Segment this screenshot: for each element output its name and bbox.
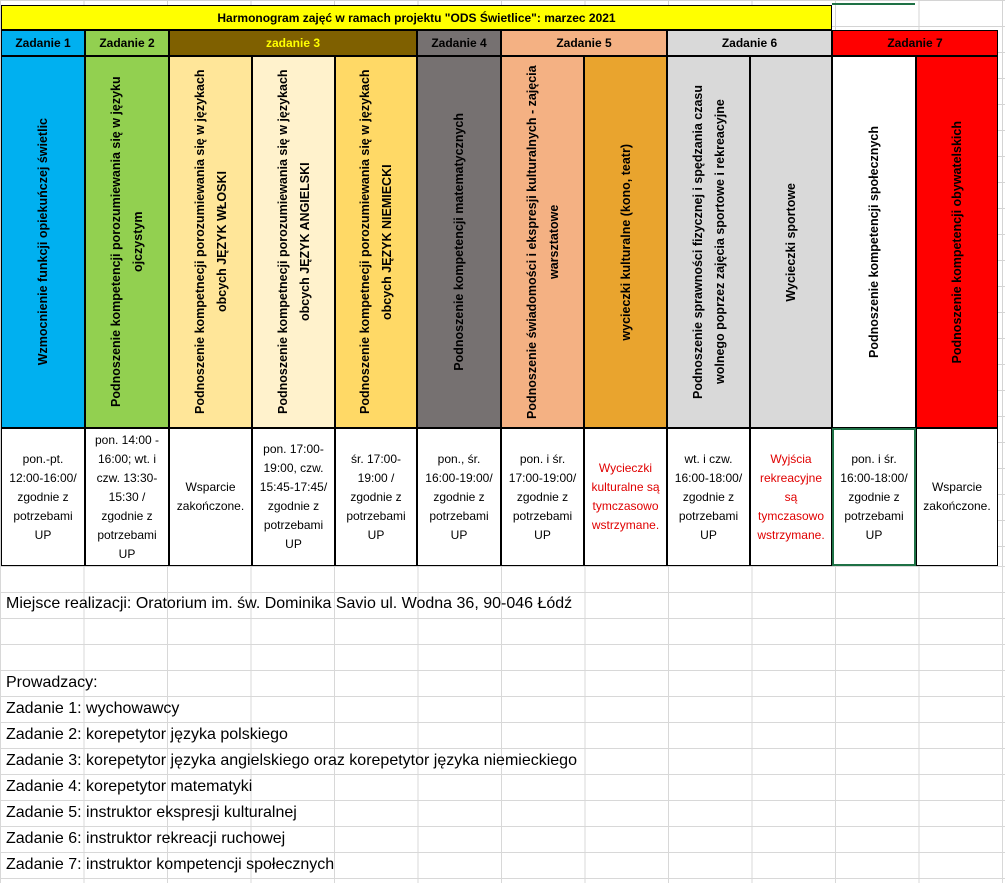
description-text: Podnoszenie sprawności fizycznej i spędzania czasu wolnego poprzez zajęcia sportowe i rekreacyjne — [690, 85, 727, 399]
leader-line: Zadanie 6: instruktor rekreacji ruchowej — [6, 830, 286, 847]
schedule-cell-6[interactable] — [417, 428, 501, 566]
description-cell-4[interactable] — [252, 56, 335, 428]
description-text: Wycieczki sportowe — [784, 182, 798, 302]
leader-line: Zadanie 2: korepetytor języka polskiego — [6, 726, 288, 743]
description-cell-9[interactable] — [667, 56, 750, 428]
description-text: Podnoszenie kompetencji porozumiewania się w języku ojczystym — [109, 76, 145, 408]
description-cell-10[interactable] — [750, 56, 832, 428]
schedule-cell-1[interactable] — [1, 428, 85, 566]
description-cell-5[interactable] — [335, 56, 417, 428]
header-label: Zadanie 4 — [431, 36, 487, 50]
leaders-title: Prowadzacy: — [6, 674, 98, 691]
schedule-cell-7[interactable] — [501, 428, 584, 566]
schedule-text: pon. 17:00-19:00, czw. 15:45-17:45/ zgodnie z potrzebami UP — [259, 442, 328, 551]
description-cell-2[interactable] — [85, 56, 169, 428]
selected-cell-indicator — [832, 0, 915, 5]
header-task-4[interactable] — [417, 30, 501, 56]
header-label: Zadanie 7 — [887, 36, 943, 50]
schedule-text: wt. i czw. 16:00-18:00/ zgodnie z potrzebami UP — [674, 451, 743, 542]
description-cell-6[interactable] — [417, 56, 501, 428]
description-cell-11[interactable] — [832, 56, 916, 428]
schedule-cell-10[interactable] — [750, 428, 832, 566]
schedule-text: Wsparcie zakończone. — [923, 480, 991, 513]
schedule-title-text: Harmonogram zajęć w ramach projektu "ODS Świetlice": marzec 2021 — [217, 10, 616, 25]
header-task-7[interactable] — [832, 30, 998, 56]
leader-line: Zadanie 4: korepetytor matematyki — [6, 778, 253, 795]
schedule-text: pon. i śr. 17:00-19:00/ zgodnie z potrzebami UP — [508, 451, 577, 542]
leader-line: Zadanie 7: instruktor kompetencji społecznych — [6, 856, 335, 873]
leader-line: Zadanie 5: instruktor ekspresji kulturalnej — [6, 804, 297, 821]
schedule-cell-8[interactable] — [584, 428, 667, 566]
schedule-text: Wsparcie zakończone. — [176, 480, 245, 513]
header-task-3[interactable] — [169, 30, 417, 56]
schedule-text: Wyjścia rekreacyjne są tymczasowo wstrzymane. — [757, 451, 825, 542]
schedule-cell-11[interactable] — [832, 428, 916, 566]
description-cell-12[interactable] — [916, 56, 998, 428]
description-text: Podnoszenie kompetencji obywatelskich — [950, 120, 964, 364]
description-text: Podnoszenie kompetnecji porozumiewania się w językach obcych JĘZYK NIEMIECKI — [358, 69, 394, 415]
schedule-title[interactable] — [1, 5, 832, 30]
schedule-cell-4[interactable] — [252, 428, 335, 566]
header-label: Zadanie 2 — [99, 36, 155, 50]
schedule-text: śr. 17:00-19:00 / zgodnie z potrzebami UP — [346, 451, 406, 542]
leader-line: Zadanie 3: korepetytor języka angielskiego oraz korepetytor języka niemieckiego — [6, 752, 577, 769]
description-text: Podnoszenie kompetencji matematycznych — [452, 113, 466, 371]
description-text: Podnoszenie kompetencji społecznych — [867, 125, 881, 358]
leader-line: Zadanie 1: wychowawcy — [6, 700, 180, 717]
header-task-5[interactable] — [501, 30, 667, 56]
description-cell-3[interactable] — [169, 56, 252, 428]
schedule-text: pon. 14:00 - 16:00; wt. i czw. 13:30-15:30 / zgodnie z potrzebami UP — [94, 432, 160, 561]
schedule-text: pon., śr. 16:00-19:00/ zgodnie z potrzebami UP — [425, 451, 493, 542]
schedule-text: pon. i śr. 16:00-18:00/ zgodnie z potrzebami UP — [840, 451, 908, 542]
header-label: zadanie 3 — [265, 36, 321, 50]
header-label: Zadanie 5 — [556, 36, 612, 50]
header-label: Zadanie 6 — [721, 36, 778, 50]
description-text: wycieczki kulturalne (kono, teatr) — [618, 143, 633, 341]
header-label: Zadanie 1 — [15, 36, 71, 50]
description-text: Podnoszenie kompetnecji porozumiewania się w językach obcych JĘZYK WŁOSKI — [192, 69, 229, 415]
schedule-cell-2[interactable] — [85, 428, 169, 566]
description-text: Wzmocnienie funkcji opiekuńczej świetlic — [36, 118, 50, 366]
schedule-cell-9[interactable] — [667, 428, 750, 566]
schedule-cell-12[interactable] — [916, 428, 998, 566]
schedule-cell-5[interactable] — [335, 428, 417, 566]
schedule-cell-3[interactable] — [169, 428, 252, 566]
description-text: Podnoszenie kompetnecji porozumiewania się w językach obcych JĘZYK ANGIELSKI — [275, 69, 312, 415]
location-text: Miejsce realizacji: Oratorium im. św. Dominika Savio ul. Wodna 36, 90-046 Łódź — [6, 595, 573, 612]
schedule-text: pon.-pt. 12:00-16:00/ zgodnie z potrzebami UP — [9, 451, 77, 542]
schedule-text: Wycieczki kulturalne są tymczasowo wstrzymane. — [591, 461, 660, 532]
header-task-6[interactable] — [667, 30, 832, 56]
description-cell-1[interactable] — [1, 56, 85, 428]
description-cell-8[interactable] — [584, 56, 667, 428]
description-cell-7[interactable] — [501, 56, 584, 428]
header-task-2[interactable] — [85, 30, 169, 56]
header-task-1[interactable] — [1, 30, 85, 56]
description-text: Podnoszenie świadomości i ekspresji kulturalnych - zajęcia warsztatowe — [524, 65, 561, 419]
